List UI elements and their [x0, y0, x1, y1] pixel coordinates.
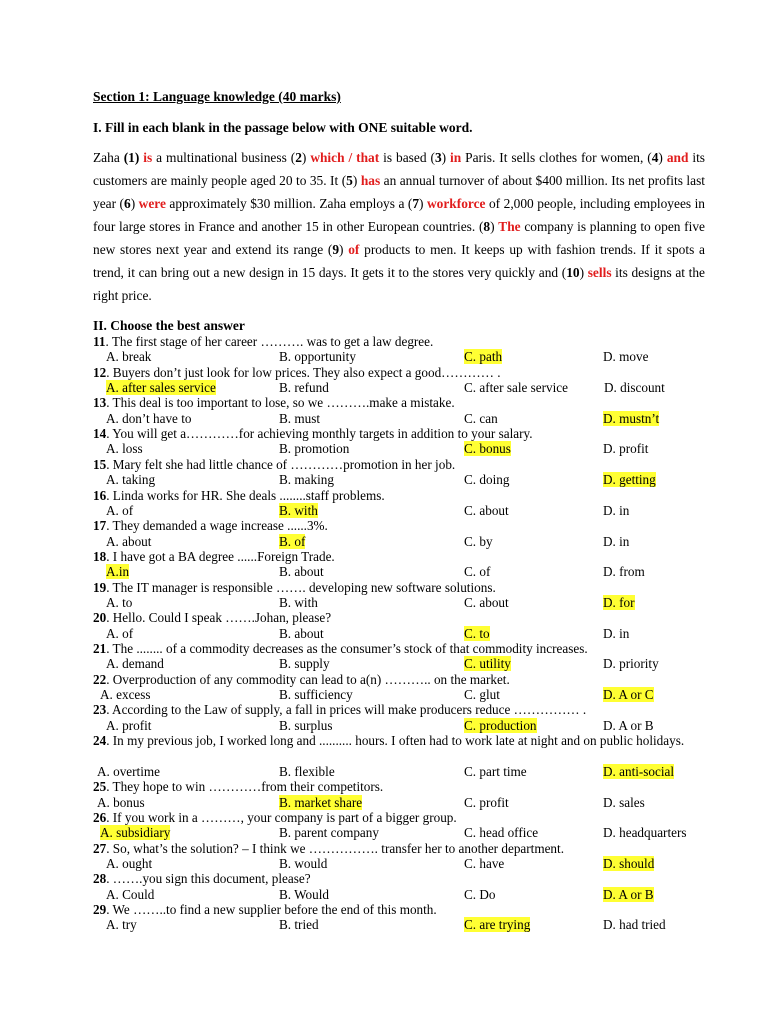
option-text: B. promotion — [279, 441, 350, 457]
option-a[interactable] — [106, 595, 132, 610]
option-d[interactable] — [603, 472, 656, 487]
option-text: A. of — [106, 625, 134, 641]
option-text: A. overtime — [97, 763, 160, 779]
option-text: B. making — [279, 472, 334, 488]
option-text: A. demand — [106, 656, 164, 672]
question-number: 14 — [93, 426, 107, 442]
highlighted-answer: B. market share — [279, 794, 363, 810]
question-28 — [93, 871, 705, 886]
option-b[interactable] — [279, 718, 333, 733]
option-c[interactable] — [464, 887, 496, 902]
option-d[interactable] — [603, 718, 654, 733]
question-text: . They demanded a wage increase ......3%. — [106, 518, 328, 534]
option-a[interactable] — [106, 472, 155, 487]
option-b[interactable] — [279, 534, 305, 549]
question-text: . Buyers don’t just look for low prices. They also expect a good………… . — [106, 364, 501, 380]
highlighted-answer: C. path — [464, 349, 503, 365]
option-text: C. after sale service — [464, 380, 568, 396]
option-a[interactable] — [100, 825, 170, 840]
option-text: A. about — [106, 533, 152, 549]
option-c[interactable] — [464, 472, 509, 487]
option-d[interactable] — [603, 595, 635, 610]
option-text: B. surplus — [279, 717, 333, 733]
option-d[interactable] — [603, 564, 645, 579]
option-c[interactable] — [464, 441, 511, 456]
part2-title: II. Choose the best answer — [93, 318, 245, 333]
question-14 — [93, 426, 705, 441]
option-text: A. break — [106, 349, 152, 365]
option-b[interactable] — [279, 764, 335, 779]
option-text: D. sales — [603, 794, 645, 810]
option-text: A. of — [106, 502, 134, 518]
option-a[interactable] — [106, 564, 129, 579]
passage-text: ) — [658, 150, 667, 165]
option-b[interactable] — [279, 626, 324, 641]
option-c[interactable] — [464, 411, 498, 426]
question-text: . Overproduction of any commodity can lead to a(n) ……….. on the market. — [106, 671, 510, 687]
question-text: . So, what’s the solution? – I think we ……………. transfer her to another department. — [106, 840, 564, 856]
highlighted-answer: B. of — [279, 533, 306, 549]
passage-text: ) — [441, 150, 451, 165]
question-number: 15 — [93, 456, 107, 472]
option-text: D. profit — [603, 441, 649, 457]
question-19 — [93, 580, 705, 595]
question-27 — [93, 841, 705, 856]
question-number: 27 — [93, 840, 107, 856]
passage-text: approximately $30 million. Zaha employs a ( — [165, 196, 413, 211]
option-text: C. of — [464, 564, 491, 580]
option-text: A. don’t have to — [106, 410, 192, 426]
option-text: B. would — [279, 855, 328, 871]
passage-text: ) — [130, 196, 139, 211]
option-a[interactable] — [97, 795, 145, 810]
highlighted-answer: D. A or B — [603, 886, 654, 902]
question-25 — [93, 779, 705, 794]
passage-text: a multinational business ( — [152, 150, 296, 165]
option-text: A. taking — [106, 472, 156, 488]
question-text: . …….you sign this document, please? — [106, 871, 311, 887]
question-text: . The IT manager is responsible ……. developing new software solutions. — [106, 579, 496, 595]
blank-number: 5 — [346, 173, 353, 188]
answer-word: of — [348, 242, 360, 257]
option-text: C. about — [464, 594, 509, 610]
option-text: D. headquarters — [603, 825, 687, 841]
passage-text: ) — [301, 150, 311, 165]
option-b[interactable] — [279, 441, 349, 456]
option-a[interactable] — [106, 503, 133, 518]
option-d[interactable] — [604, 380, 665, 395]
question-number: 28 — [93, 871, 107, 887]
option-d[interactable] — [603, 656, 659, 671]
option-d[interactable] — [603, 917, 666, 932]
option-text: B. flexible — [279, 763, 335, 779]
option-text: C. Do — [464, 886, 496, 902]
option-text: B. about — [279, 625, 324, 641]
question-number: 25 — [93, 779, 107, 795]
option-text: A. Could — [106, 886, 155, 902]
option-text: B. tried — [279, 917, 319, 933]
option-b[interactable] — [279, 887, 329, 902]
highlighted-answer: C. production — [464, 717, 537, 733]
option-c[interactable] — [464, 764, 527, 779]
question-text: . Linda works for HR. She deals ........staff problems. — [106, 487, 385, 503]
option-b[interactable] — [279, 349, 356, 364]
option-c[interactable] — [464, 795, 509, 810]
blank-number: 10 — [566, 265, 580, 280]
highlighted-answer: C. bonus — [464, 441, 511, 457]
option-d[interactable] — [603, 856, 654, 871]
highlighted-answer: B. with — [279, 502, 318, 518]
option-text: A. excess — [100, 687, 151, 703]
question-text: . The first stage of her career ………. was to get a law degree. — [105, 334, 434, 349]
highlighted-answer: C. utility — [464, 656, 511, 672]
question-number: 11 — [93, 334, 106, 349]
answer-word: were — [138, 196, 166, 211]
blank-number: 7 — [412, 196, 420, 211]
option-text: D. from — [603, 564, 645, 580]
option-a[interactable] — [106, 887, 154, 902]
option-text: D. move — [603, 349, 649, 365]
passage-text: ) — [352, 173, 361, 188]
option-b[interactable] — [279, 917, 319, 932]
question-number: 24 — [93, 733, 107, 749]
option-b[interactable] — [279, 687, 353, 702]
option-text: C. part time — [464, 763, 527, 779]
option-text: C. have — [464, 855, 505, 871]
question-number: 22 — [93, 671, 107, 687]
highlighted-answer: D. mustn’t — [603, 410, 660, 426]
option-d[interactable] — [603, 687, 654, 702]
option-text: B. Would — [279, 886, 329, 902]
passage-text: company is planning to open five new stores next year and extend its range ( — [93, 219, 705, 257]
answer-word: which / that — [310, 150, 380, 165]
option-text: B. parent company — [279, 825, 379, 841]
option-b[interactable] — [279, 411, 320, 426]
blank-number: 2 — [295, 150, 302, 165]
question-23 — [93, 702, 705, 717]
answer-word: is — [143, 150, 153, 165]
option-text: A. bonus — [97, 794, 145, 810]
option-text: B. must — [279, 410, 321, 426]
option-text: A. try — [106, 917, 137, 933]
blank-number: 8 — [483, 219, 491, 234]
option-d[interactable] — [603, 441, 648, 456]
option-a[interactable] — [106, 626, 133, 641]
option-b[interactable] — [279, 856, 327, 871]
option-a[interactable] — [106, 917, 137, 932]
highlighted-answer: D. anti-social — [603, 763, 675, 779]
highlighted-answer: A.in — [106, 564, 130, 580]
answer-word: has — [360, 173, 381, 188]
passage-text: its designs at the right price. — [93, 265, 705, 303]
option-a[interactable] — [100, 687, 151, 702]
question-20 — [93, 610, 705, 625]
question-number: 13 — [93, 395, 107, 411]
answer-word: and — [666, 150, 689, 165]
option-text: B. supply — [279, 656, 330, 672]
question-22 — [93, 672, 705, 687]
question-number: 16 — [93, 487, 107, 503]
option-a[interactable] — [106, 380, 216, 395]
answer-word: workforce — [427, 196, 486, 211]
question-29 — [93, 902, 705, 917]
highlighted-answer: A. after sales service — [106, 380, 216, 396]
option-text: C. can — [464, 410, 498, 426]
option-text: A. ought — [106, 855, 153, 871]
answer-word: The — [498, 219, 521, 234]
question-text: . If you work in a ………, your company is part of a bigger group. — [106, 809, 457, 825]
option-a[interactable] — [106, 656, 164, 671]
option-c[interactable] — [464, 564, 490, 579]
option-d[interactable] — [603, 795, 645, 810]
question-26 — [93, 810, 705, 825]
fill-in-passage — [93, 146, 705, 307]
option-d[interactable] — [603, 764, 674, 779]
option-text: D. A or B — [603, 717, 654, 733]
highlighted-answer: D. getting — [603, 472, 656, 488]
option-text: D. had tried — [603, 917, 666, 933]
option-d[interactable] — [603, 626, 629, 641]
blank-number: (1) — [123, 150, 140, 165]
question-12 — [93, 365, 705, 380]
option-text: A. to — [106, 594, 133, 610]
option-text: A. profit — [106, 717, 152, 733]
blank-number: 4 — [651, 150, 659, 165]
question-number: 12 — [93, 364, 107, 380]
question-text: . Hello. Could I speak …….Johan, please? — [106, 610, 332, 626]
question-text: . In my previous job, I worked long and .......... hours. I often had to work late at night and on public holidays. — [106, 733, 685, 749]
option-text: C. doing — [464, 472, 510, 488]
option-b[interactable] — [279, 380, 329, 395]
option-text: B. about — [279, 564, 324, 580]
option-b[interactable] — [279, 595, 318, 610]
option-c[interactable] — [464, 856, 504, 871]
highlighted-answer: C. to — [464, 625, 490, 641]
highlighted-answer: A. subsidiary — [100, 825, 171, 841]
blank-number: 3 — [434, 150, 442, 165]
blank-number: 9 — [332, 242, 340, 257]
option-text: B. sufficiency — [279, 687, 353, 703]
option-c[interactable] — [464, 349, 502, 364]
passage-text: ) — [579, 265, 588, 280]
option-text: D. priority — [603, 656, 659, 672]
highlighted-answer: D. should — [603, 855, 655, 871]
option-b[interactable] — [279, 825, 379, 840]
question-number: 23 — [93, 702, 107, 718]
question-17 — [93, 518, 705, 533]
passage-text: is based ( — [379, 150, 435, 165]
question-21 — [93, 641, 705, 656]
option-text: D. in — [603, 625, 630, 641]
passage-text: ) — [490, 219, 499, 234]
passage-text: its customers are mainly people aged 20 to 35. It ( — [93, 150, 706, 188]
question-16 — [93, 488, 705, 503]
section-title: Section 1: Language knowledge (40 marks) — [93, 89, 341, 104]
option-c[interactable] — [464, 626, 490, 641]
option-d[interactable] — [603, 503, 629, 518]
option-a[interactable] — [106, 856, 152, 871]
question-text: . Mary felt she had little chance of …………promotion in her job. — [106, 456, 456, 472]
option-b[interactable] — [279, 795, 362, 810]
option-text: C. head office — [464, 825, 539, 841]
question-24 — [93, 733, 705, 748]
option-d[interactable] — [603, 887, 654, 902]
option-c[interactable] — [464, 687, 500, 702]
option-d[interactable] — [603, 349, 648, 364]
passage-text: ) — [419, 196, 427, 211]
option-c[interactable] — [464, 595, 509, 610]
option-d[interactable] — [603, 534, 629, 549]
question-number: 17 — [93, 518, 107, 534]
highlighted-answer: D. A or C — [603, 687, 654, 703]
question-text: . The ........ of a commodity decreases as the consumer’s stock of that commodity increases. — [106, 641, 588, 656]
option-text: B. with — [279, 594, 318, 610]
option-c[interactable] — [464, 380, 568, 395]
option-b[interactable] — [279, 472, 334, 487]
question-11 — [93, 334, 705, 349]
question-text: . This deal is too important to lose, so we ……….make a mistake. — [106, 395, 455, 411]
question-number: 29 — [93, 901, 107, 917]
option-text: C. profit — [464, 794, 509, 810]
passage-text: of 2,000 people, including employees in four large stores in France and another 15 in other European countries. ( — [93, 196, 706, 234]
option-text: B. refund — [279, 380, 329, 396]
option-a[interactable] — [106, 534, 151, 549]
question-13 — [93, 395, 705, 410]
passage-text: Zaha — [93, 150, 124, 165]
question-number: 26 — [93, 809, 107, 825]
question-text: . We ……..to find a new supplier before the end of this month. — [106, 901, 437, 917]
option-text: C. glut — [464, 687, 500, 703]
answer-word: sells — [587, 265, 612, 280]
option-text: B. opportunity — [279, 349, 356, 365]
option-c[interactable] — [464, 534, 493, 549]
option-a[interactable] — [106, 718, 151, 733]
option-text: D. in — [603, 533, 630, 549]
question-15 — [93, 457, 705, 472]
option-a[interactable] — [106, 349, 151, 364]
option-text: D. discount — [604, 380, 665, 396]
question-number: 20 — [93, 610, 107, 626]
option-a[interactable] — [106, 411, 191, 426]
option-c[interactable] — [464, 917, 530, 932]
question-number: 18 — [93, 548, 107, 564]
passage-text: ) — [339, 242, 349, 257]
question-text: . I have got a BA degree ......Foreign Trade. — [106, 548, 335, 564]
option-c[interactable] — [464, 718, 537, 733]
option-b[interactable] — [279, 564, 324, 579]
question-text: . According to the Law of supply, a fall in prices will make producers reduce …………… . — [106, 702, 587, 718]
option-c[interactable] — [464, 825, 538, 840]
question-18 — [93, 549, 705, 564]
option-text: A. loss — [106, 441, 143, 457]
option-a[interactable] — [97, 764, 160, 779]
option-d[interactable] — [603, 411, 659, 426]
option-b[interactable] — [279, 503, 318, 518]
passage-text: products to men. It keeps up with fashion trends. If it spots a trend, it can bring out a new design in 15 days. It gets it to the stores very quickly and ( — [93, 242, 705, 280]
part1-title: I. Fill in each blank in the passage below with ONE suitable word. — [93, 120, 473, 135]
question-number: 19 — [93, 579, 107, 595]
option-a[interactable] — [106, 441, 143, 456]
blank-number: 6 — [124, 196, 131, 211]
option-text: C. by — [464, 533, 493, 549]
passage-text: Paris. It sells clothes for women, ( — [461, 150, 652, 165]
highlighted-answer: C. are trying — [464, 917, 531, 933]
highlighted-answer: D. for — [603, 594, 635, 610]
question-text: . You will get a…………for achieving monthly targets in addition to your salary. — [106, 426, 533, 442]
answer-word: in — [450, 150, 462, 165]
option-c[interactable] — [464, 503, 509, 518]
option-text: D. in — [603, 502, 630, 518]
option-c[interactable] — [464, 656, 511, 671]
option-b[interactable] — [279, 656, 330, 671]
question-text: . They hope to win …………from their competitors. — [106, 779, 384, 795]
passage-text: an annual turnover of about $400 million. Its net profits last year ( — [93, 173, 706, 211]
option-text: C. about — [464, 502, 509, 518]
option-d[interactable] — [603, 825, 686, 840]
question-number: 21 — [93, 641, 107, 656]
